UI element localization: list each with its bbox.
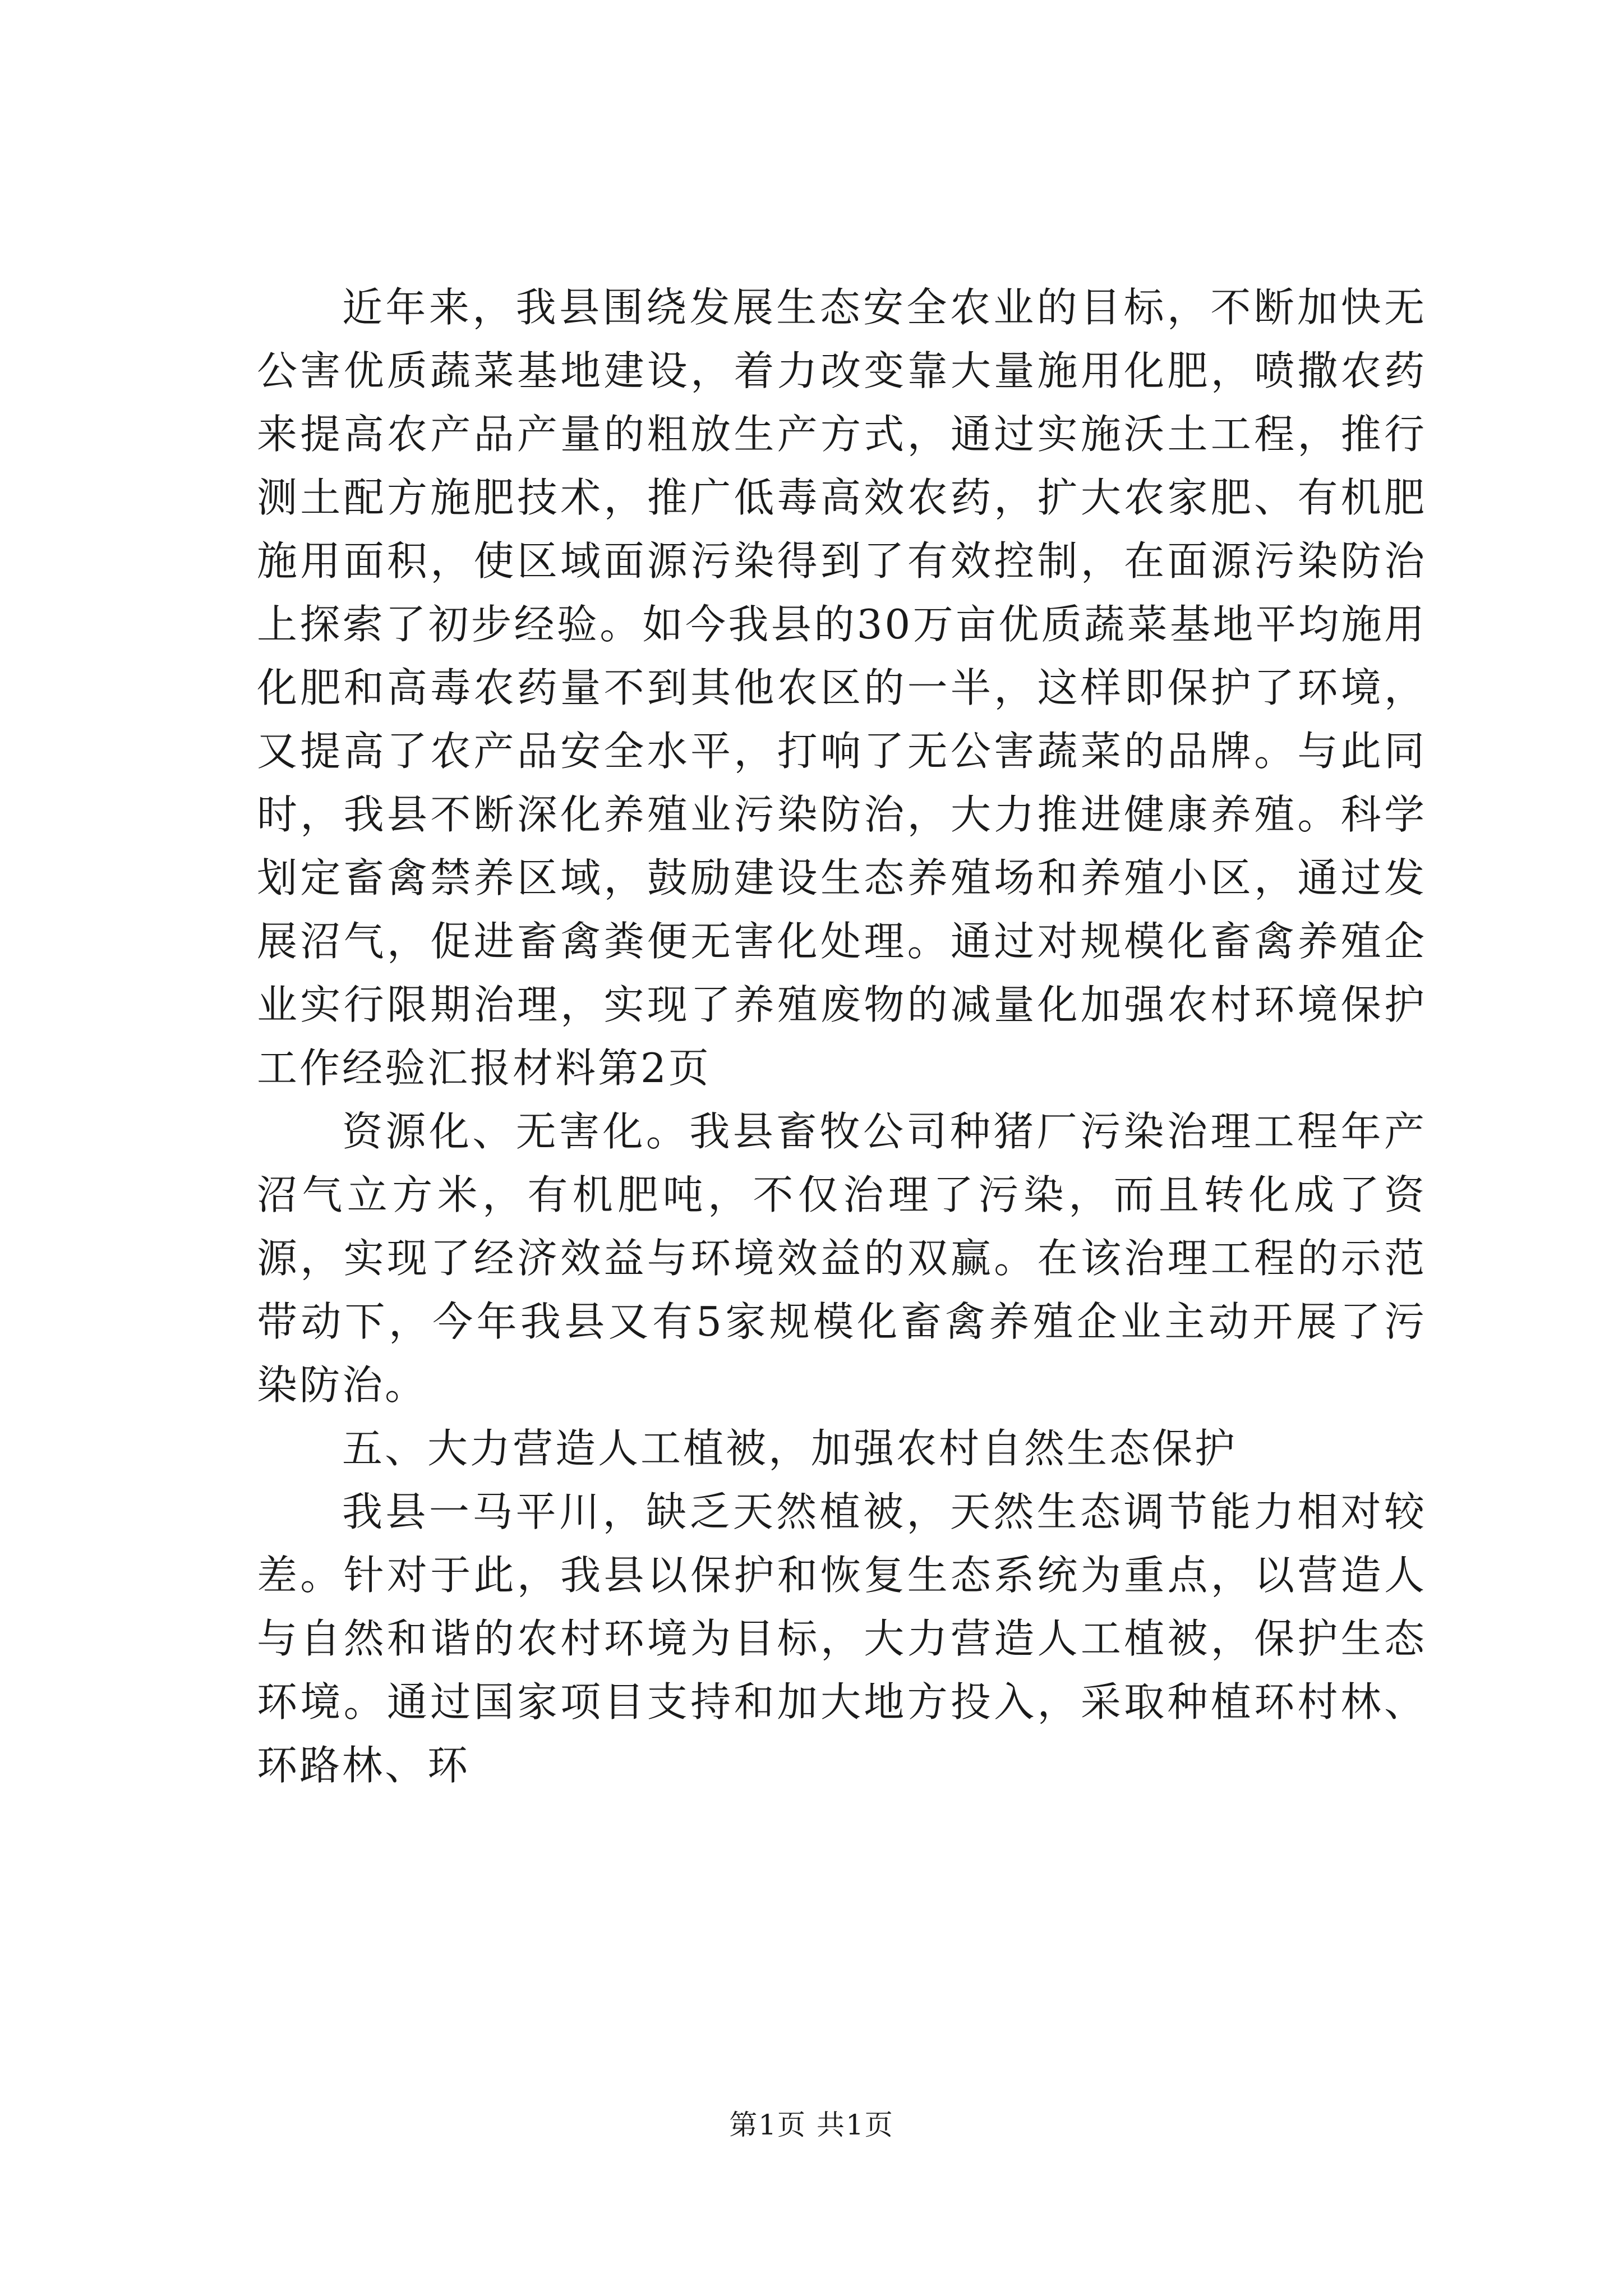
paragraph-resource-utilization: 资源化、无害化。我县畜牧公司种猪厂污染治理工程年产沼气立方米，有机肥吨，不仅治理了污染，而且转化成了资源，实现了经济效益与环境效益的双赢。在该治理工程的示范带动下，今年我县又有5家规模化畜禽养殖企业主动开展了污染防治。 xyxy=(257,1108,1427,1409)
document-body xyxy=(257,276,1427,1797)
paragraph-ecological-agriculture: 近年来，我县围绕发展生态安全农业的目标，不断加快无公害优质蔬菜基地建设，着力改变靠大量施用化肥，喷撒农药来提高农产品产量的粗放生产方式，通过实施沃土工程，推行测土配方施肥技术，推广低毒高效农药，扩大农家肥、有机肥施用面积，使区域面源污染得到了有效控制，在面源污染防治上探索了初步经验。如今我县的30万亩优质蔬菜基地平均施用化肥和高毒农药量不到其他农区的一半，这样即保护了环境，又提高了农产品安全水平，打响了无公害蔬菜的品牌。与此同时，我县不断深化养殖业污染防治，大力推进健康养殖。科学划定畜禽禁养区域，鼓励建设生态养殖场和养殖小区，通过发展沼气，促进畜禽粪便无害化处理。通过对规模化畜禽养殖企业实行限期治理，实现了养殖废物的减量化加强农村环境保护工作经验汇报材料第2页 xyxy=(257,284,1427,1092)
page-footer: 第1页 共1页 xyxy=(729,2109,894,2141)
paragraph-vegetation-protection: 我县一马平川，缺乏天然植被，天然生态调节能力相对较差。针对于此，我县以保护和恢复生态系统为重点，以营造人与自然和谐的农村环境为目标，大力营造人工植被，保护生态环境。通过国家项目支持和加大地方投入，采取种植环村林、环路林、环 xyxy=(257,1488,1427,1789)
section-heading-vegetation: 五、大力营造人工植被，加强农村自然生态保护 xyxy=(342,1425,1238,1472)
